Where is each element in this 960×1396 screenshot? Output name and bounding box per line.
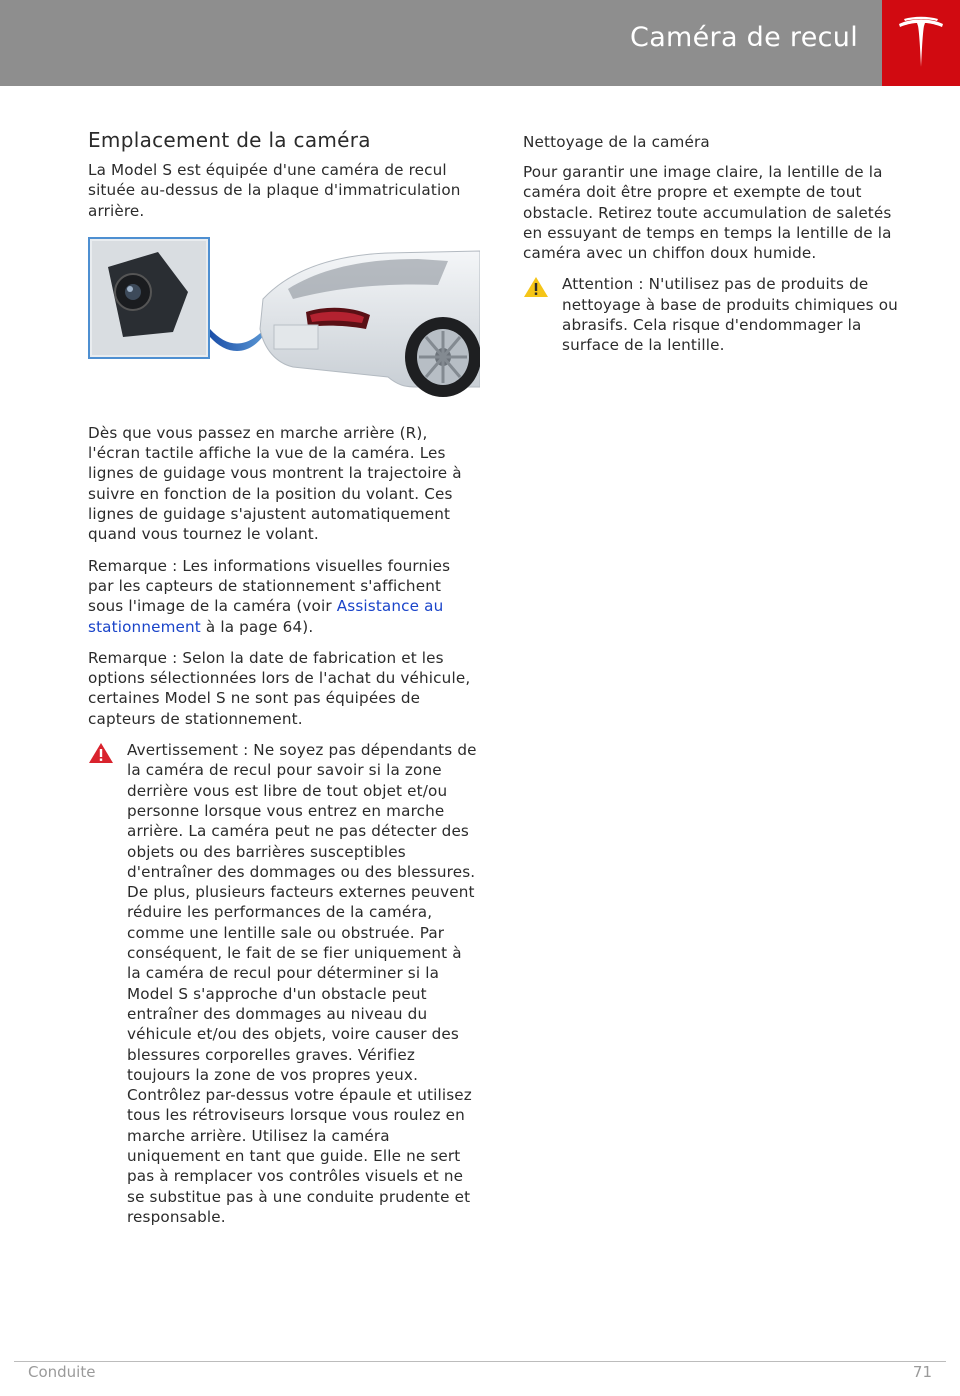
section-title-camera-cleaning: Nettoyage de la caméra (523, 133, 710, 151)
intro-paragraph: La Model S est équipée d'une caméra de recul située au-dessus de la plaque d'immatriculation arrière. (88, 161, 461, 220)
note-manufacturing-date: Remarque : Selon la date de fabrication et les options sélectionnées lors de l'achat du véhicule, certaines Model S ne sont pas équipées de capteurs de stationnement. (88, 648, 471, 728)
brand-logo (882, 0, 960, 86)
left-column (88, 128, 480, 1238)
footer-page-number: 71 (912, 1363, 932, 1381)
note-text-before: Remarque : Les informations visuelles fournies par les capteurs de stationnement s'affichent sous l'image de la caméra (voir (88, 556, 451, 616)
footer-section-name: Conduite (28, 1363, 96, 1381)
note-parking-sensors (88, 556, 480, 637)
car-rear-camera-image (88, 237, 480, 397)
warning-callout (88, 740, 480, 1227)
tesla-logo-icon (896, 15, 946, 71)
section-title-camera-location: Emplacement de la caméra (88, 128, 371, 152)
right-column (523, 128, 915, 367)
rear-camera-illustration (88, 237, 480, 397)
warning-text: Avertissement : Ne soyez pas dépendants de la caméra de recul pour savoir si la zone derrière vous est libre de tout objet et/ou personne lorsque vous entrez en marche arrière. La caméra peut ne pas détecter des objets ou des barrières susceptibles d'entraîner des dommages ou des blessures. De plus, plusieurs facteurs externes peuvent réduire les performances de la caméra, comme une lentille sale ou obstruée. Par conséquent, le fait de se fier uniquement à la caméra de recul pour déterminer si la Model S s'approche d'un obstacle peut entraîner des dommages au niveau du véhicule et/ou des objets, voire causer des blessures corporelles graves. Vérifiez toujours la zone de vos propres yeux. Contrôlez par-dessus votre épaule et utilisez tous les rétroviseurs lorsque vous roulez en marche arrière. Utilisez la caméra uniquement en tant que guide. Elle ne sert pas à remplacer vos contrôles visuels et ne se substitue pas à une conduite prudente et responsable. (127, 741, 477, 1226)
caution-text: Attention : N'utilisez pas de produits de nettoyage à base de produits chimiques ou abrasifs. Cela risque d'endommager la surface de la lentille. (562, 275, 898, 355)
page-title: Caméra de recul (630, 22, 858, 53)
warning-triangle-icon (88, 742, 114, 764)
caution-triangle-icon (523, 276, 549, 298)
link-parking-assist[interactable]: Assistance au stationnement (88, 597, 444, 636)
reverse-camera-paragraph: Dès que vous passez en marche arrière (R), l'écran tactile affiche la vue de la caméra. Les lignes de guidage vous montrent la trajectoire à suivre en fonction de la position du volant. Ces lignes de guidage s'ajustent automatiquement quand vous tournez le volant. (88, 423, 462, 544)
footer-divider (14, 1361, 946, 1362)
page-header (0, 0, 960, 86)
cleaning-paragraph: Pour garantir une image claire, la lentille de la caméra doit être propre et exempte de tout obstacle. Retirez toute accumulation de saletés en essuyant de temps en temps la lentille de la caméra avec un chiffon doux humide. (523, 163, 892, 263)
note-text-after: à la page 64). (200, 617, 314, 636)
caution-callout (523, 274, 915, 355)
